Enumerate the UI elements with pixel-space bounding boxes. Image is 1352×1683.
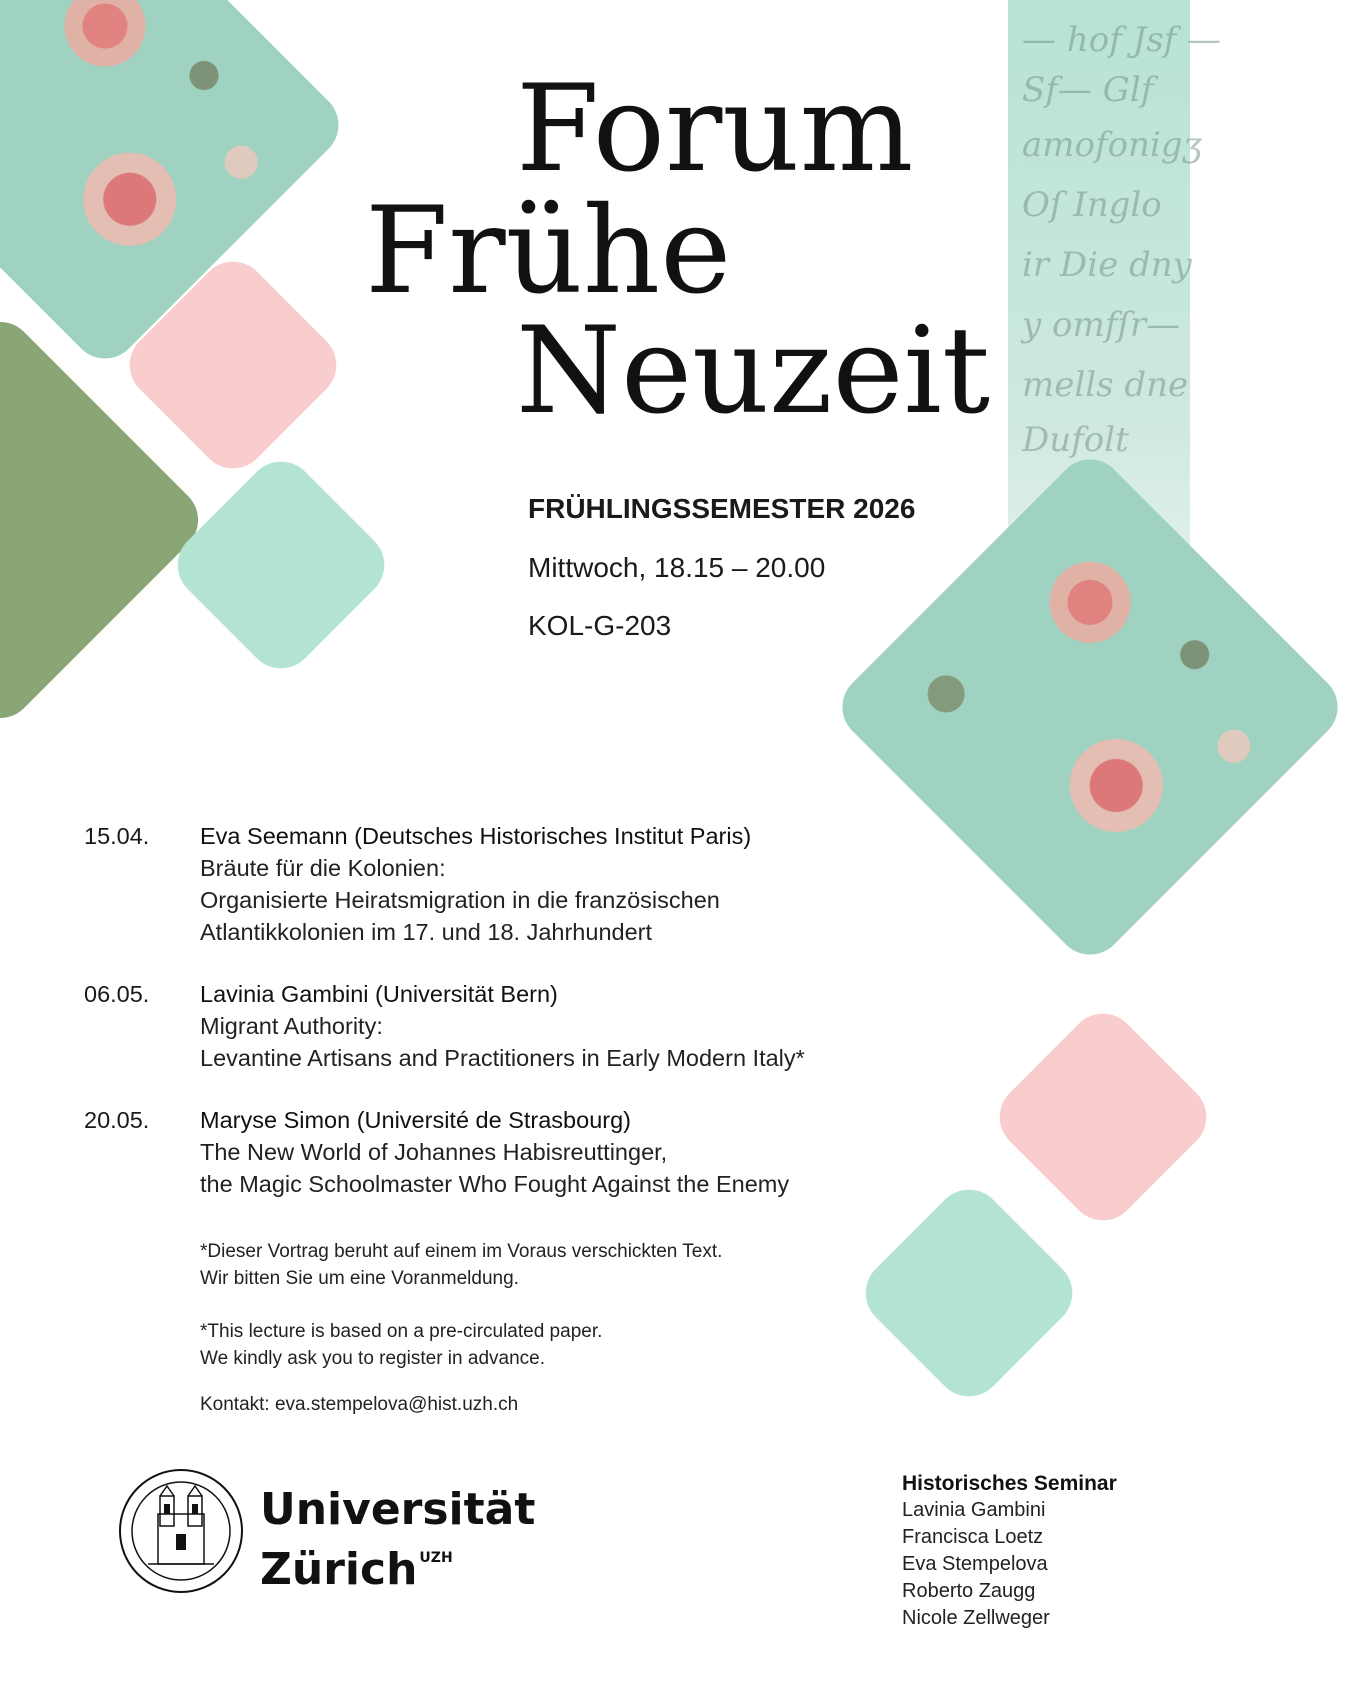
lecture-speaker: Eva Seemann (Deutsches Historisches Institut Paris) [200,823,752,849]
seminar-member: Nicole Zellweger [902,1607,1050,1629]
lecture-speaker: Maryse Simon (Université de Strasbourg) [200,1107,631,1133]
lecture-title-line: Migrant Authority: [200,1013,383,1039]
university-name [260,1486,535,1594]
note-en-line: *This lecture is based on a pre-circulated paper. [200,1321,603,1342]
seminar-heading: Historisches Seminar [902,1472,1117,1495]
seminar-block [902,1470,1117,1632]
seminar-member: Eva Stempelova [902,1553,1048,1575]
semester-time: Mittwoch, 18.15 – 20.00 [528,552,826,583]
title-neuzeit: Neuzeit [516,302,991,441]
lecture-title-line: The New World of Johannes Habisreuttinger, [200,1139,668,1165]
note-en-line: We kindly ask you to register in advance. [200,1348,545,1369]
lecture-date: 15.04. [84,823,150,849]
lecture-date: 20.05. [84,1107,150,1133]
university-seal-icon [118,1468,244,1594]
lecture-title-line: Bräute für die Kolonien: [200,855,446,881]
lecture-entry [84,978,944,1074]
contact-email[interactable]: Kontakt: eva.stempelova@hist.uzh.ch [200,1394,519,1415]
note-de-line: *Dieser Vortrag beruht auf einem im Voraus verschickten Text. [200,1241,723,1262]
lecture-entry [84,1104,944,1200]
lecture-entry [84,820,944,948]
lecture-title-line: the Magic Schoolmaster Who Fought Against the Enemy [200,1171,790,1197]
lecture-speaker: Lavinia Gambini (Universität Bern) [200,981,558,1007]
note-de-line: Wir bitten Sie um eine Voranmeldung. [200,1268,519,1289]
title-fruehe: Frühe [365,182,732,321]
seminar-member: Roberto Zaugg [902,1580,1036,1602]
university-name-line2: Zürich $^{UZH}$ [260,1544,453,1595]
notes-german [200,1238,722,1292]
semester-name: FRÜHLINGSSEMESTER 2026 [528,493,916,524]
lecture-title-line: Organisierte Heiratsmigration in die französischen [200,887,720,913]
seminar-member: Francisca Loetz [902,1526,1044,1548]
lecture-date: 06.05. [84,981,150,1007]
lecture-title-line: Atlantikkolonien im 17. und 18. Jahrhundert [200,919,653,945]
lecture-title-line: Levantine Artisans and Practitioners in Early Modern Italy* [200,1045,805,1071]
seminar-member: Lavinia Gambini [902,1499,1046,1521]
mint-tile-left [164,448,399,683]
title-forum: Forum [516,60,914,199]
lecture-program [84,820,944,1230]
university-abbr: UZH [419,1550,453,1566]
university-name-line1: Universität [260,1484,536,1535]
pink-tile-right [986,1000,1221,1235]
semester-room: KOL-G-203 [528,610,672,641]
handwriting-background: — hof Jsf — Sf— Glf amofonigʒ Oſ Inglo ir Die dny y omfſr— mells dne Dufolt [1008,0,1190,780]
notes-english [200,1318,602,1372]
